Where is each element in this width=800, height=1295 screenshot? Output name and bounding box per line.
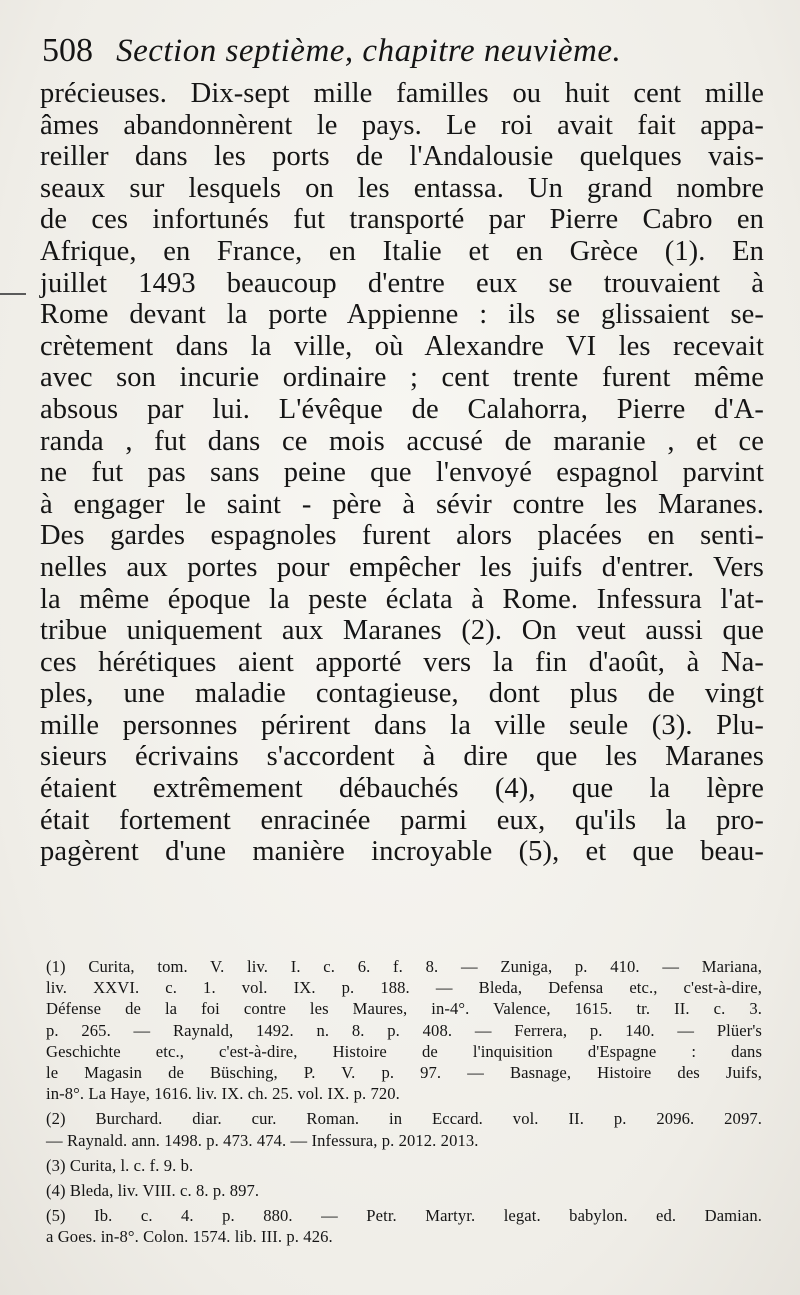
footnote-3 — [46, 1155, 762, 1176]
page-number: 508 — [42, 32, 93, 69]
body-line: randa , fut dans ce mois accusé de maranie , et ce — [40, 425, 764, 457]
footnote-line: Défense de la foi contre les Maures, in-4°. Valence, 1615. tr. II. c. 3. — [46, 999, 762, 1019]
footnote-line: Geschichte etc., c'est-à-dire, Histoire de l'inquisition d'Espagne : dans — [46, 1041, 762, 1061]
footnote-4 — [46, 1180, 762, 1201]
footnote-line: a Goes. in-8°. Colon. 1574. lib. III. p. 426. — [46, 1227, 333, 1247]
footnote-line: in-8°. La Haye, 1616. liv. IX. ch. 25. vol. IX. p. 720. — [46, 1084, 400, 1104]
body-line: Rome devant la porte Appienne : ils se glissaient se- — [40, 299, 764, 331]
body-line: de ces infortunés fut transporté par Pierre Cabro en — [40, 204, 764, 236]
body-line: à engager le saint - père à sévir contre les Maranes. — [40, 488, 764, 520]
body-line: ne fut pas sans peine que l'envoyé espagnol parvint — [40, 457, 764, 489]
body-line: seaux sur lesquels on les entassa. Un grand nombre — [40, 172, 764, 204]
margin-mark — [0, 293, 26, 295]
footnote-line: (4) Bleda, liv. VIII. c. 8. p. 897. — [46, 1180, 260, 1200]
body-line: nelles aux portes pour empêcher les juifs d'entrer. Vers — [40, 551, 764, 583]
body-line: juillet 1493 beaucoup d'entre eux se trouvaient à — [40, 267, 764, 299]
body-line: reiller dans les ports de l'Andalousie quelques vais- — [40, 141, 764, 173]
body-line: ples, une maladie contagieuse, dont plus de vingt — [40, 678, 764, 710]
footnote-line: le Magasin de Büsching, P. V. p. 97. — Basnage, Histoire des Juifs, — [46, 1062, 762, 1082]
body-line: mille personnes périrent dans la ville seule (3). Plu- — [40, 709, 764, 741]
body-line: précieuses. Dix-sept mille familles ou huit cent mille — [40, 78, 764, 109]
footnote-1 — [46, 956, 762, 1104]
footnote-line: liv. XXVI. c. 1. vol. IX. p. 188. — Bleda, Defensa etc., c'est-à-dire, — [46, 978, 762, 998]
body-line: pagèrent d'une manière incroyable (5), et que beau- — [40, 836, 764, 868]
footnote-line: (2) Burchard. diar. cur. Roman. in Eccard. vol. II. p. 2096. 2097. — [46, 1109, 762, 1129]
body-line: était fortement enracinée parmi eux, qu'ils la pro- — [40, 804, 764, 836]
running-head — [42, 32, 762, 82]
body-line: tribue uniquement aux Maranes (2). On veut aussi que — [40, 615, 764, 647]
footnotes — [46, 956, 762, 1247]
running-head-title: Section septième, chapitre neuvième. — [116, 33, 622, 69]
body-line: avec son incurie ordinaire ; cent trente furent même — [40, 362, 764, 394]
footnote-5 — [46, 1205, 762, 1247]
body-line: ces hérétiques aient apporté vers la fin d'août, à Na- — [40, 646, 764, 678]
footnote-line: (1) Curita, tom. V. liv. I. c. 6. f. 8. — Zuniga, p. 410. — Mariana, — [46, 957, 762, 976]
body-line: âmes abandonnèrent le pays. Le roi avait fait appa- — [40, 109, 764, 141]
footnote-line: (5) Ib. c. 4. p. 880. — Petr. Martyr. legat. babylon. ed. Damian. — [46, 1206, 762, 1226]
footnote-2 — [46, 1108, 762, 1150]
body-line: étaient extrêmement débauchés (4), que la lèpre — [40, 773, 764, 805]
body-line: sieurs écrivains s'accordent à dire que les Maranes — [40, 741, 764, 773]
footnote-line: (3) Curita, l. c. f. 9. b. — [46, 1155, 194, 1175]
body-text — [40, 78, 764, 868]
body-line: absous par lui. L'évêque de Calahorra, Pierre d'A- — [40, 393, 764, 425]
footnote-line: — Raynald. ann. 1498. p. 473. 474. — Infessura, p. 2012. 2013. — [46, 1130, 479, 1150]
body-line: crètement dans la ville, où Alexandre VI les recevait — [40, 330, 764, 362]
body-line: Afrique, en France, en Italie et en Grèce (1). En — [40, 235, 764, 267]
body-line: Des gardes espagnoles furent alors placées en senti- — [40, 520, 764, 552]
body-line: la même époque la peste éclata à Rome. Infessura l'at- — [40, 583, 764, 615]
footnote-line: p. 265. — Raynald, 1492. n. 8. p. 408. — Ferrera, p. 140. — Plüer's — [46, 1020, 762, 1040]
